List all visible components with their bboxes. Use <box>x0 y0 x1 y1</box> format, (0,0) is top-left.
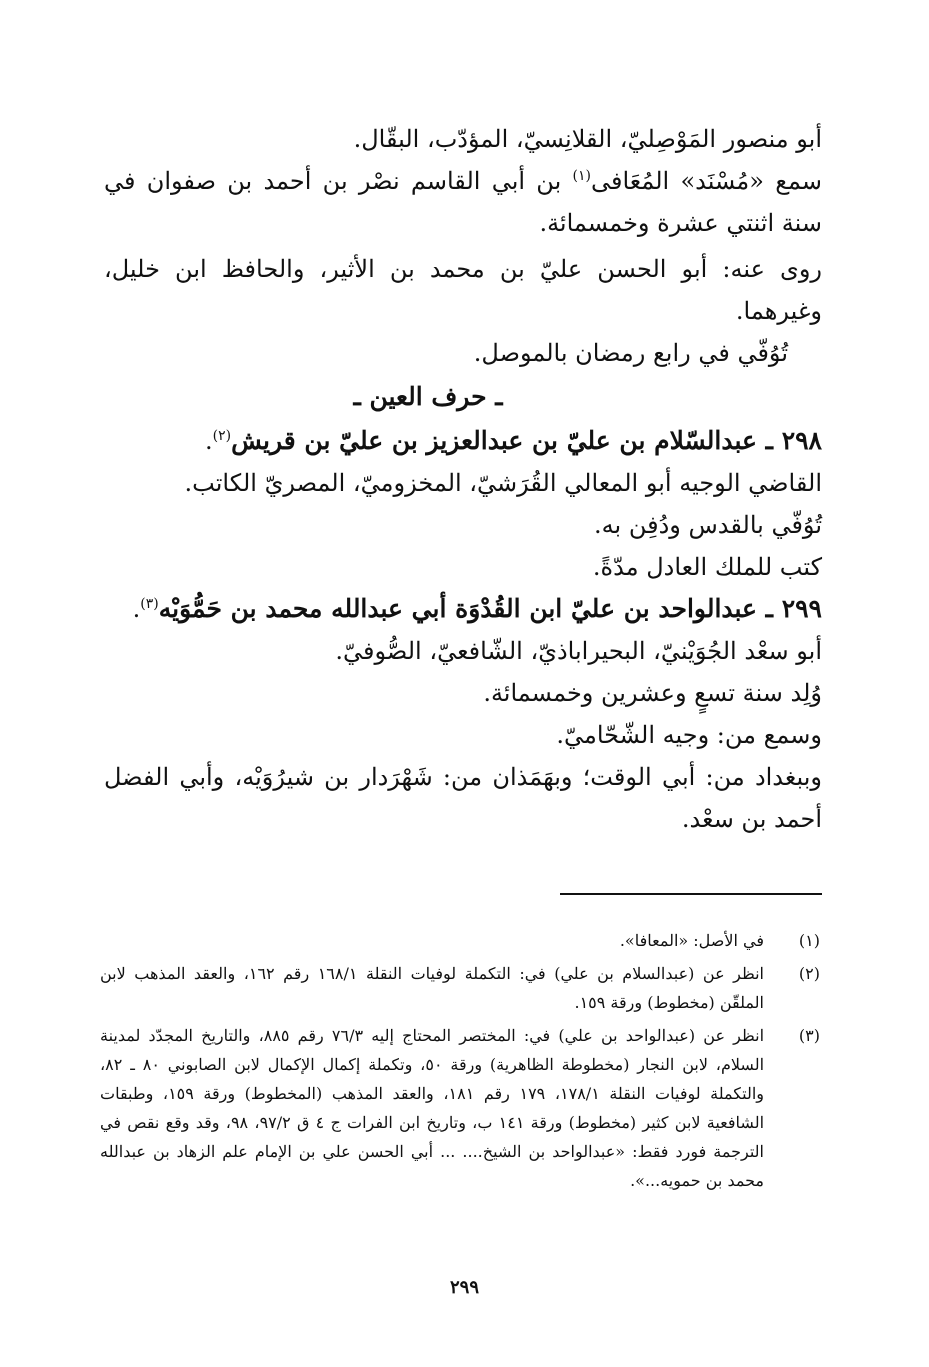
footnote <box>100 1021 824 1195</box>
footnote-marker: (٣) <box>140 596 159 612</box>
main-text <box>104 118 822 840</box>
text-line: أبو منصور المَوْصِليّ، القلانِسيّ، المؤدّب، البقّال. <box>353 125 822 153</box>
footnote-number: (١) <box>798 931 820 950</box>
footnote-number: (٣) <box>798 1026 820 1045</box>
text-paragraph <box>104 160 822 244</box>
text-line: وسمع من: وجيه الشّحّاميّ. <box>556 721 822 749</box>
footnote-marker: (١) <box>572 168 591 184</box>
text-paragraph: وببغداد من: أبي الوقت؛ وبهَمَذان من: شَهْرَدار بن شيرُوَيْه، وأبي الفضل أحمد بن سعْد. <box>104 763 822 833</box>
footnote-separator <box>560 893 822 895</box>
footnotes <box>100 926 824 1199</box>
text-span: . <box>132 595 141 623</box>
text-line: تُوُفّي بالقدس ودُفِن به. <box>594 511 822 539</box>
footnote-marker: (٢) <box>212 428 232 444</box>
text-span: . <box>205 427 213 455</box>
text-line: القاضي الوجيه أبو المعالي القُرَشيّ، المخزوميّ، المصريّ الكاتب. <box>184 469 822 497</box>
entry-title: ٢٩٨ ـ عبدالسّلام بن عليّ بن عبدالعزيز بن عليّ بن قريش <box>231 426 822 455</box>
text-line: تُوُفّي في رابع رمضان بالموصل. <box>473 339 788 367</box>
footnote-text: في الأصل: «المعافا». <box>619 931 764 950</box>
footnote-number: (٢) <box>798 964 820 983</box>
text-paragraph: روى عنه: أبو الحسن عليّ بن محمد بن الأثير، والحافظ ابن خليل، وغيرهما. <box>104 255 822 325</box>
text-line: وُلِد سنة تسعٍ وعشرين وخمسمائة. <box>483 679 822 707</box>
text-line: كتب للملك العادل مدّةً. <box>592 553 822 581</box>
entry-heading <box>104 588 822 630</box>
footnote-text: انظر عن (عبدالواحد بن علي) في: المختصر المحتاج إليه ٧٦/٣ رقم ٨٨٥، والتاريخ المجدّد لمدينة السلام، لابن النجار (مخطوطة الظاهرية) ورقة ٥٠، وتكملة إكمال الإكمال لابن الصابوني ٨٠ ـ ٨٢، والتكملة لوفيات النقلة ١٧٨/١، ١٧٩ رقم ١٨١، والعقد المذهب (المخطوط) ورقة ١٥٩، وطبقات الشافعية لابن كثير (مخطوط) ورقة ١٤١ ب، وتاريخ ابن الفرات ج ٤ ق ٩٧/٢، ٩٨، وقد وقع نقص في الترجمة فورد فقط: «عبدالواحد بن الشيخ.... ... أبي الحسن علي بن الإمام علم الزهاد بن عبدالله محمد بن حمويه...». <box>100 1026 765 1190</box>
text-span: بن أبي القاسم نصْر بن أحمد بن صفوان في سنة اثنتي عشرة وخمسمائة. <box>104 167 822 237</box>
entry-heading <box>104 420 822 462</box>
entry-title: ٢٩٩ ـ عبدالواحد بن عليّ ابن القُدْوَة أبي عبدالله محمد بن حَمُّوَيْه <box>158 594 822 623</box>
text-span: سمع «مُسْنَد» المُعَافى <box>591 167 822 195</box>
footnote <box>100 926 824 955</box>
section-heading: ـ حرف العين ـ <box>353 382 503 411</box>
footnote-text: انظر عن (عبدالسلام بن علي) في: التكملة لوفيات النقلة ١٦٨/١ رقم ١٦٢، والعقد المذهب لابن الملقّن (مخطوط) ورقة ١٥٩. <box>100 964 764 1012</box>
text-line: أبو سعْد الجُوَيْنيّ، البحيراباذيّ، الشّافعيّ، الصُّوفيّ. <box>335 637 822 665</box>
page-number: ٢٩٩ <box>449 1277 479 1298</box>
footnote <box>100 959 824 1017</box>
